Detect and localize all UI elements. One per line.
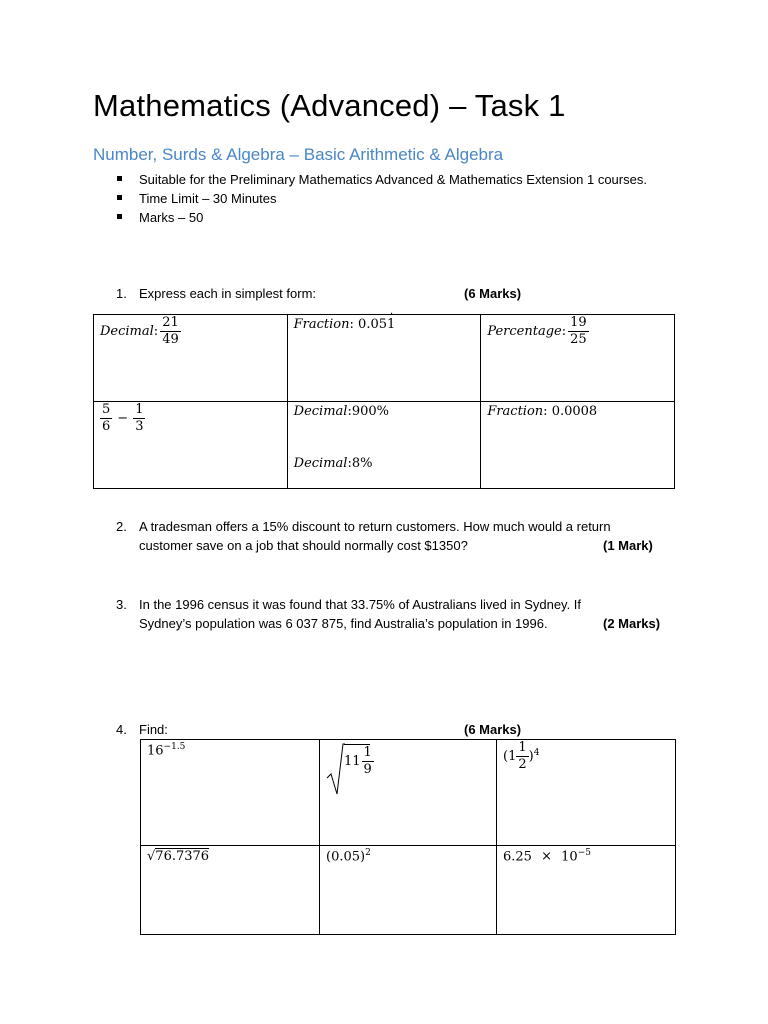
question-3 bbox=[116, 595, 676, 635]
question-marks: (2 Marks) bbox=[603, 616, 661, 631]
question-number: 3. bbox=[116, 597, 127, 612]
question-text: Express each in simplest form: bbox=[139, 286, 317, 301]
fraction: $\frac{19}{25}$ bbox=[570, 315, 587, 347]
fraction: $\frac{21}{49}$ bbox=[162, 315, 179, 347]
q1-cell-percentage: Percentage : $\frac{19}{25}$ bbox=[481, 315, 675, 402]
question-number: 2. bbox=[116, 519, 127, 534]
q1-cell-fraction-recurring: Fraction: 0.051 · bbox=[287, 315, 481, 402]
q1-table bbox=[93, 309, 675, 489]
question-text: Sydney’s population was 6 037 875, find Australia’s population in 1996. bbox=[139, 616, 548, 631]
list-item: Marks – 50 bbox=[116, 208, 676, 227]
question-marks: (6 Marks) bbox=[464, 722, 522, 737]
q4-cell-square-root: √76.7376 bbox=[141, 846, 320, 935]
question-number: 1. bbox=[116, 286, 127, 301]
q4-cell-decimal-square: $(0.05)^2$ bbox=[320, 846, 497, 935]
info-list bbox=[116, 170, 676, 227]
q4-cell-power: $16^{-1.5}$ bbox=[141, 740, 320, 846]
q4-cell-mixed-power: (1 $\frac{1}{2}$ ) $^4$ bbox=[497, 740, 676, 846]
question-text: A tradesman offers a 15% discount to return customers. How much would a return bbox=[139, 519, 611, 534]
q1-cell-decimal-fraction: Decimal : $\frac{21}{49}$ bbox=[94, 315, 288, 402]
q1-cell-subtraction: $\frac{5}{6}$ − $\frac{1}{3}$ bbox=[94, 402, 288, 489]
q1-cell-fraction-decimal: Fraction: 0.0008 bbox=[481, 402, 675, 489]
question-marks: (6 Marks) bbox=[464, 286, 522, 301]
list-item: Suitable for the Preliminary Mathematics Advanced & Mathematics Extension 1 courses. bbox=[116, 170, 676, 189]
section-subtitle: Number, Surds & Algebra – Basic Arithmetic & Algebra bbox=[93, 145, 504, 164]
label: Decimal bbox=[100, 324, 154, 339]
page-title: Mathematics (Advanced) – Task 1 bbox=[93, 88, 566, 123]
question-text: Find: bbox=[139, 722, 168, 737]
q4-table bbox=[140, 739, 676, 935]
question-4 bbox=[116, 720, 676, 740]
question-2 bbox=[116, 517, 676, 557]
question-number: 4. bbox=[116, 722, 127, 737]
question-text: In the 1996 census it was found that 33.75% of Australians lived in Sydney. If bbox=[139, 597, 582, 612]
list-item: Time Limit – 30 Minutes bbox=[116, 189, 676, 208]
question-text: customer save on a job that should normally cost $1350? bbox=[139, 538, 468, 553]
q4-cell-scientific: $6.25 \times 10^{-5}$ bbox=[497, 846, 676, 935]
q1-cell-decimal-percents: Decimal:900% Decimal:8% bbox=[287, 402, 481, 489]
q4-cell-surd-mixed: 11 $\frac{1}{9}$ bbox=[320, 740, 497, 846]
question-1 bbox=[116, 284, 676, 304]
question-marks: (1 Mark) bbox=[603, 538, 653, 553]
radical-sign-icon bbox=[325, 742, 345, 798]
